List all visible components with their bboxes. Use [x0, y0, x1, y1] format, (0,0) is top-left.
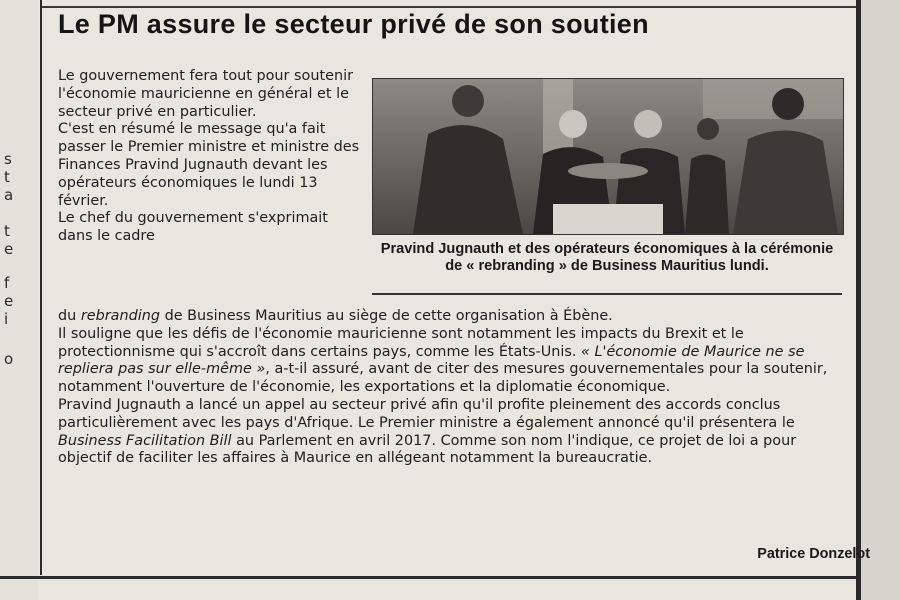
neighbour-char: s — [4, 150, 12, 168]
italic-quote: « L'économie de Maurice ne se repliera pas sur elle-même » — [58, 343, 805, 378]
neighbour-char: t — [4, 168, 10, 186]
column-rule-top — [42, 6, 856, 8]
paragraph-appeal — [58, 397, 843, 468]
text-run: , a-t-il assuré, avant de citer des mesures gouvernementales pour la soutenir, notamment l'ouverture de l'économie, les exportations et la diplomatie économique. — [58, 361, 828, 396]
caption-line-a: Pravind Jugnauth et des opérateurs économiques à la cérémonie de — [380, 241, 834, 274]
article-photo — [372, 78, 844, 235]
author-byline: Patrice Donzelot — [757, 546, 870, 562]
paragraph-context-end — [58, 308, 843, 326]
caption-line-b: « rebranding » de Business Mauritius lundi. — [466, 258, 769, 274]
paragraph-intro: Le gouvernement fera tout pour soutenir l'économie mauricienne en général et le secteur privé en particulier. — [58, 68, 353, 120]
article-body-wide — [58, 308, 843, 468]
article-body-narrow — [58, 68, 363, 246]
article-headline: Le PM assure le secteur privé de son soutien — [58, 9, 649, 39]
column-rule-bottom — [0, 576, 856, 579]
neighbour-char: e — [4, 240, 14, 258]
text-run: de Business Mauritius au siège de cette organisation à Ébène. — [160, 308, 613, 324]
caption-rule — [372, 293, 842, 295]
neighbour-char: i — [4, 310, 9, 328]
paragraph-summary: C'est en résumé le message qu'a fait passer le Premier ministre et ministre des Finances Pravind Jugnauth devant les opérateurs économiques le lundi 13 février. — [58, 121, 360, 209]
paragraph-context-start: Le chef du gouvernement s'exprimait dans le cadre — [58, 210, 328, 245]
photo-illustration — [373, 79, 843, 234]
neighbour-char: t — [4, 222, 10, 240]
text-run: Il souligne que les défis de l'économie mauricienne sont notamment les impacts du Brexit et le protectionnisme qui s'accroît dans certains pays, comme les États-Unis. — [58, 325, 744, 360]
neighbour-char: f — [4, 274, 10, 292]
neighbour-char: o — [4, 350, 14, 368]
text-run: au Parlement en avril 2017. Comme son nom l'indique, ce projet de loi a pour objectif de faciliter les affaires à Maurice en allégeant notamment la bureaucratie. — [58, 432, 797, 467]
italic-bill-name: Business Facilitation Bill — [58, 432, 232, 449]
text-run: du — [58, 308, 81, 324]
column-rule-left — [40, 0, 42, 575]
page-margin-right — [861, 0, 900, 600]
photo-caption — [372, 241, 842, 275]
neighbour-char: a — [4, 186, 14, 204]
paragraph-challenges — [58, 326, 843, 397]
neighbour-column — [0, 0, 38, 600]
text-run: Pravind Jugnauth a lancé un appel au secteur privé afin qu'il profite pleinement des accords conclus particulièrement avec les pays d'Afrique. Le Premier ministre a également annoncé qu'il présentera le — [58, 396, 795, 431]
neighbour-char: e — [4, 292, 14, 310]
italic-term: rebranding — [80, 308, 160, 324]
